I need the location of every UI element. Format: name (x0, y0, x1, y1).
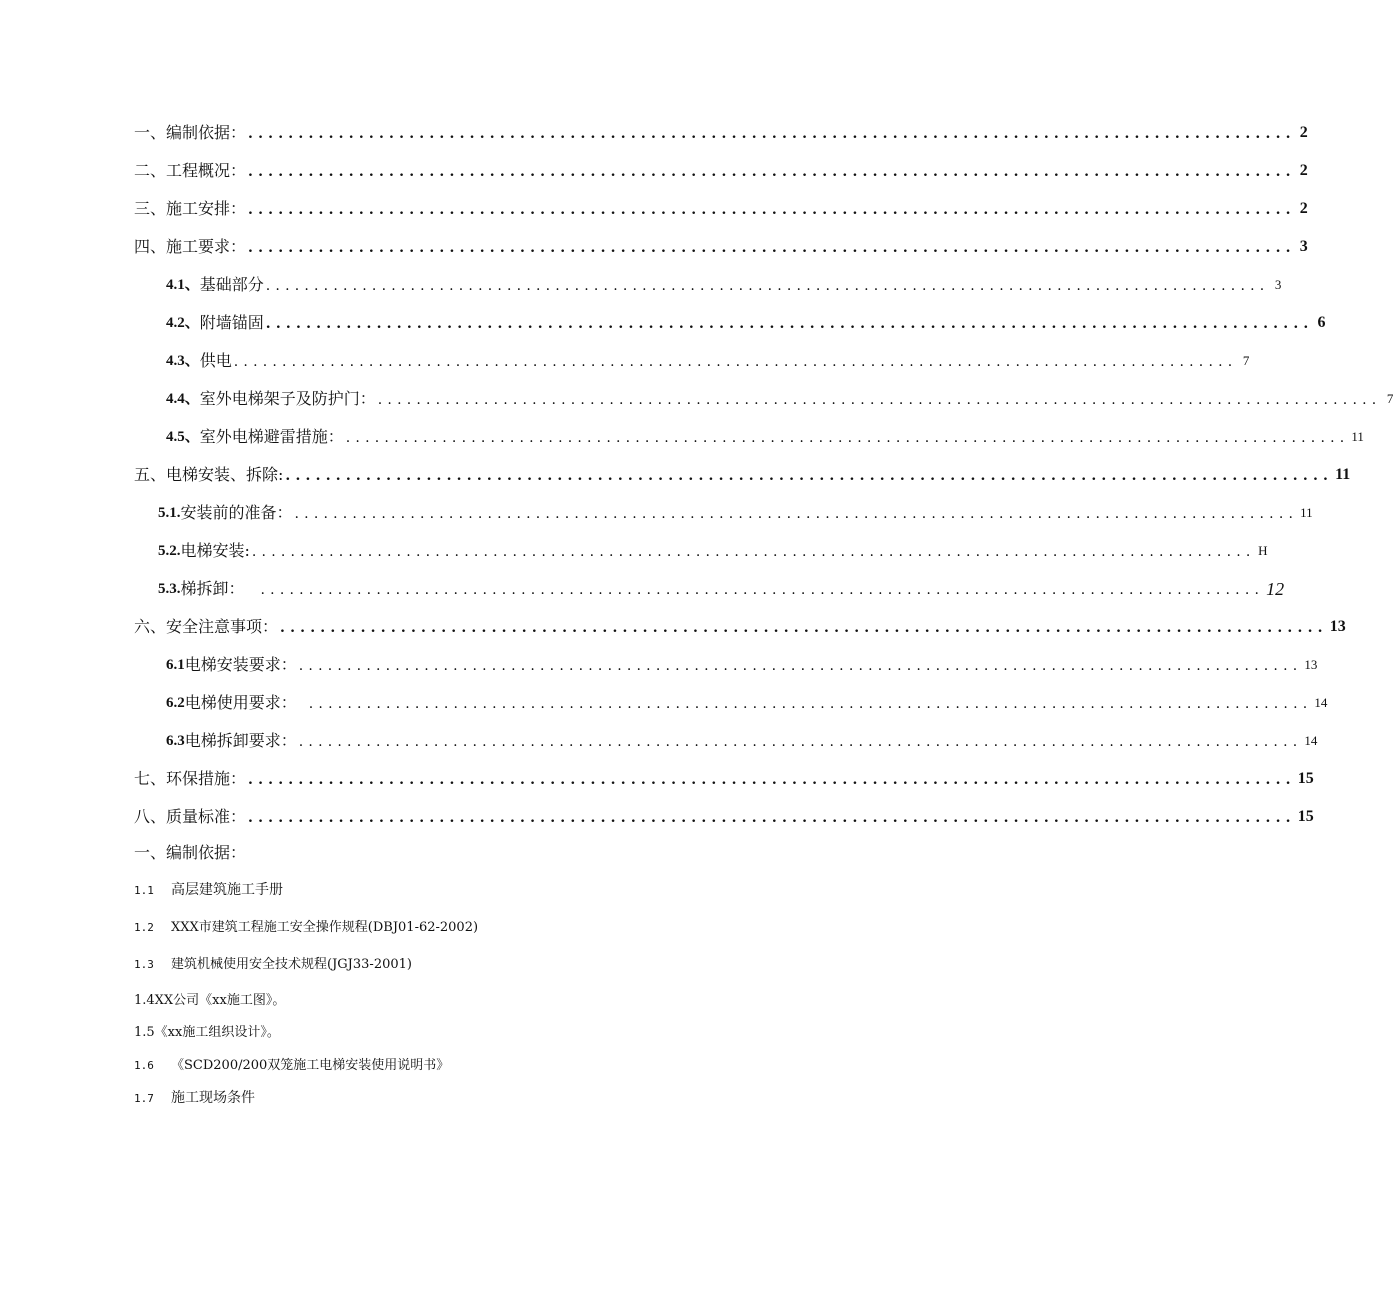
toc-entry[interactable] (158, 536, 1268, 562)
toc-entry[interactable] (166, 726, 1318, 752)
reference-number: 1.1 (134, 884, 154, 897)
reference-number: 1.7 (134, 1092, 154, 1105)
toc-leader: ........................................................................................................ (345, 430, 1350, 446)
toc-title: 梯拆卸： (180, 579, 245, 598)
toc-page: 3 (1299, 238, 1308, 255)
toc-page: 2 (1299, 124, 1308, 141)
toc-page: 14 (1314, 695, 1328, 710)
toc-leader: ........................................................................................................ (265, 278, 1270, 294)
toc-number: 4.3、 (166, 353, 200, 369)
toc-entry[interactable] (158, 574, 1285, 600)
toc-entry[interactable] (166, 308, 1326, 334)
reference-item (134, 1088, 255, 1109)
toc-page: 14 (1304, 733, 1318, 748)
reference-number: 1.3 (134, 958, 154, 971)
toc-leader: ........................................................................................................ (294, 506, 1299, 522)
toc-page: 15 (1297, 808, 1314, 825)
toc-leader: ........................................................................................................ (377, 392, 1382, 408)
toc-title: 电梯拆卸要求： (184, 731, 297, 750)
toc-entry[interactable] (166, 384, 1393, 410)
toc-number: 4.1、 (166, 277, 200, 293)
toc-title: 六、安全注意事项： (134, 617, 279, 636)
toc-number: 5.1. (158, 505, 181, 521)
toc-entry[interactable] (166, 346, 1250, 372)
toc-page: 3 (1274, 277, 1282, 292)
toc-page: 6 (1317, 314, 1326, 331)
toc-title: 安装前的准备： (180, 503, 293, 522)
toc-title: 附墙锚固 (199, 313, 264, 332)
toc-entry[interactable] (166, 650, 1318, 676)
reference-item (134, 955, 412, 975)
toc-title: 电梯安装要求： (184, 655, 297, 674)
toc-title: 七、环保措施： (134, 769, 247, 788)
toc-page: 2 (1299, 200, 1308, 217)
toc-number: 4.5、 (166, 429, 200, 445)
toc-entry[interactable] (134, 118, 1308, 144)
toc-title: 供电 (199, 351, 232, 370)
toc-leader: ........................................................................................................ (285, 468, 1334, 484)
toc-leader: ........................................................................................................ (248, 164, 1296, 180)
toc-entry[interactable] (166, 422, 1364, 448)
toc-entry[interactable] (134, 802, 1314, 828)
toc-number: 4.4、 (166, 391, 200, 407)
toc-leader: ........................................................................................................ (298, 658, 1303, 674)
reference-text: 《SCD200/200双笼施工电梯安装使用说明书》 (171, 1058, 450, 1073)
reference-text: XXX市建筑工程施工安全操作规程(DBJ01-62-2002) (171, 920, 479, 935)
toc-page: 15 (1297, 770, 1314, 787)
reference-item (134, 991, 285, 1011)
toc-leader: ........................................................................................................ (260, 582, 1265, 598)
toc-number: 5.3. (158, 581, 181, 597)
toc-page: 13 (1304, 657, 1318, 672)
reference-item (134, 1023, 280, 1043)
toc-page: 7 (1242, 353, 1250, 368)
toc-entry[interactable] (134, 194, 1308, 220)
toc-page: 12 (1266, 579, 1285, 599)
toc-leader: ........................................................................................................ (265, 316, 1314, 332)
toc-title: 三、施工安排： (134, 199, 247, 218)
toc-title: 一、编制依据： (134, 123, 247, 142)
toc-leader: ........................................................................................................ (248, 202, 1296, 218)
toc-number: 4.2、 (166, 315, 200, 331)
toc-entry[interactable] (134, 232, 1308, 258)
toc-entry[interactable] (134, 156, 1308, 182)
toc-leader: ........................................................................................................ (248, 126, 1296, 142)
toc-entry[interactable] (134, 612, 1346, 638)
reference-text: 施工现场条件 (171, 1090, 255, 1106)
reference-number: 1.6 (134, 1059, 154, 1072)
toc-title: 八、质量标准： (134, 807, 247, 826)
reference-text: 建筑机械使用安全技术规程(JGJ33-2001) (171, 957, 412, 972)
toc-number: 6.3 (166, 733, 185, 749)
toc-page: H (1258, 543, 1268, 558)
reference-text: 1.5《xx施工组织设计》。 (134, 1025, 280, 1040)
toc-entry[interactable] (134, 764, 1314, 790)
toc-entry[interactable] (166, 688, 1328, 714)
toc-title: 四、施工要求： (134, 237, 247, 256)
section-heading: 一、编制依据： (134, 843, 247, 862)
toc-entry[interactable] (166, 270, 1282, 296)
toc-title: 二、工程概况： (134, 161, 247, 180)
toc-leader: ........................................................................................................ (251, 544, 1256, 560)
toc-leader: ........................................................................................................ (248, 810, 1296, 826)
toc-title: 电梯使用要求： (184, 693, 297, 712)
toc-entry[interactable] (134, 460, 1351, 486)
reference-item (134, 1056, 449, 1076)
toc-page: 7 (1386, 391, 1393, 406)
reference-text: 1.4XX公司《xx施工图》。 (134, 993, 286, 1008)
toc-title: 室外电梯架子及防护门： (199, 389, 376, 408)
toc-page: 11 (1300, 505, 1313, 520)
toc-title: 五、电梯安装、拆除: (134, 465, 284, 484)
reference-item (134, 880, 283, 901)
toc-page: 2 (1299, 162, 1308, 179)
toc-number: 6.1 (166, 657, 185, 673)
toc-page: 13 (1329, 618, 1346, 635)
toc-number: 6.2 (166, 695, 185, 711)
toc-leader: ........................................................................................................ (233, 354, 1238, 370)
toc-title: 电梯安装: (180, 541, 250, 560)
reference-number: 1.2 (134, 921, 154, 934)
reference-text: 高层建筑施工手册 (171, 882, 283, 898)
toc-title: 室外电梯避雷措施： (199, 427, 344, 446)
toc-entry[interactable] (158, 498, 1313, 524)
toc-page: 11 (1351, 429, 1364, 444)
toc-leader: ........................................................................................................ (308, 696, 1313, 712)
toc-page: 11 (1335, 466, 1351, 483)
toc-leader: ........................................................................................................ (248, 772, 1296, 788)
toc-title: 基础部分 (199, 275, 264, 294)
toc-number: 5.2. (158, 543, 181, 559)
toc-leader: ........................................................................................................ (280, 620, 1328, 636)
reference-item (134, 918, 478, 938)
toc-leader: ........................................................................................................ (248, 240, 1296, 256)
toc-leader: ........................................................................................................ (298, 734, 1303, 750)
